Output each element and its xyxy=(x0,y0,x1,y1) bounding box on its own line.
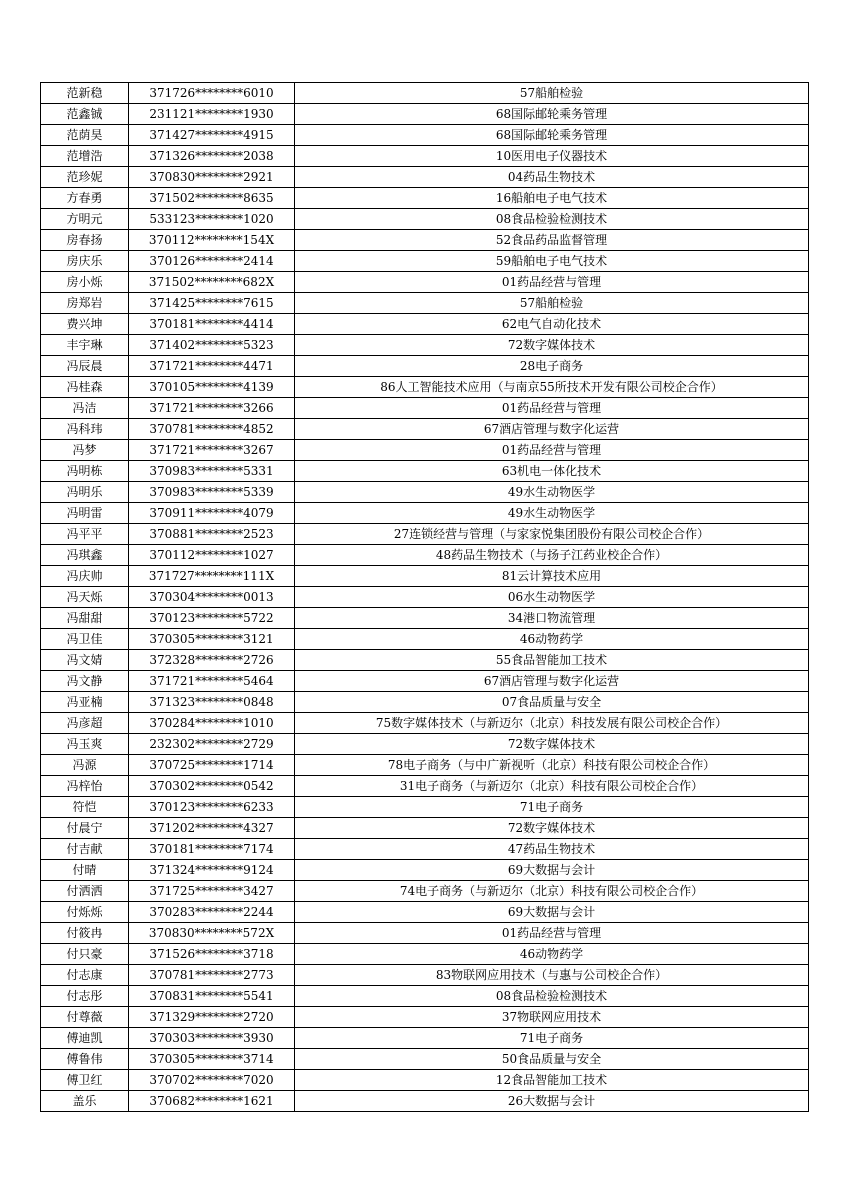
student-name-cell: 冯文婧 xyxy=(41,650,129,671)
table-row xyxy=(41,692,809,713)
table-row xyxy=(41,608,809,629)
table-row xyxy=(41,377,809,398)
id-number-cell: 371726********6010 xyxy=(129,83,295,104)
major-cell: 27连锁经营与管理（与家家悦集团股份有限公司校企合作） xyxy=(295,524,809,545)
major-cell: 47药品生物技术 xyxy=(295,839,809,860)
student-name-cell: 冯辰晨 xyxy=(41,356,129,377)
student-name-cell: 冯明栋 xyxy=(41,461,129,482)
id-number-cell: 370831********5541 xyxy=(129,986,295,1007)
major-cell: 71电子商务 xyxy=(295,1028,809,1049)
id-number-cell: 370781********2773 xyxy=(129,965,295,986)
student-name-cell: 冯洁 xyxy=(41,398,129,419)
table-row xyxy=(41,923,809,944)
major-cell: 46动物药学 xyxy=(295,944,809,965)
id-number-cell: 533123********1020 xyxy=(129,209,295,230)
id-number-cell: 370304********0013 xyxy=(129,587,295,608)
student-name-cell: 冯梓怡 xyxy=(41,776,129,797)
major-cell: 37物联网应用技术 xyxy=(295,1007,809,1028)
id-number-cell: 370305********3714 xyxy=(129,1049,295,1070)
major-cell: 68国际邮轮乘务管理 xyxy=(295,125,809,146)
table-row xyxy=(41,356,809,377)
id-number-cell: 370123********5722 xyxy=(129,608,295,629)
major-cell: 69大数据与会计 xyxy=(295,860,809,881)
roster-body xyxy=(41,83,809,1112)
id-number-cell: 372328********2726 xyxy=(129,650,295,671)
id-number-cell: 371202********4327 xyxy=(129,818,295,839)
table-row xyxy=(41,293,809,314)
major-cell: 86人工智能技术应用（与南京55所技术开发有限公司校企合作） xyxy=(295,377,809,398)
major-cell: 28电子商务 xyxy=(295,356,809,377)
id-number-cell: 231121********1930 xyxy=(129,104,295,125)
major-cell: 31电子商务（与新迈尔（北京）科技有限公司校企合作） xyxy=(295,776,809,797)
student-name-cell: 范增浩 xyxy=(41,146,129,167)
table-row xyxy=(41,860,809,881)
table-row xyxy=(41,188,809,209)
student-name-cell: 范鑫铖 xyxy=(41,104,129,125)
student-name-cell: 付洒洒 xyxy=(41,881,129,902)
major-cell: 26大数据与会计 xyxy=(295,1091,809,1112)
table-row xyxy=(41,1007,809,1028)
table-row xyxy=(41,272,809,293)
id-number-cell: 371425********7615 xyxy=(129,293,295,314)
major-cell: 62电气自动化技术 xyxy=(295,314,809,335)
student-name-cell: 付志康 xyxy=(41,965,129,986)
major-cell: 12食品智能加工技术 xyxy=(295,1070,809,1091)
id-number-cell: 371324********9124 xyxy=(129,860,295,881)
major-cell: 57船舶检验 xyxy=(295,293,809,314)
student-name-cell: 方春勇 xyxy=(41,188,129,209)
table-row xyxy=(41,419,809,440)
student-name-cell: 冯源 xyxy=(41,755,129,776)
major-cell: 75数字媒体技术（与新迈尔（北京）科技发展有限公司校企合作） xyxy=(295,713,809,734)
student-name-cell: 房春扬 xyxy=(41,230,129,251)
table-row xyxy=(41,167,809,188)
major-cell: 01药品经营与管理 xyxy=(295,923,809,944)
table-row xyxy=(41,335,809,356)
student-name-cell: 冯彦超 xyxy=(41,713,129,734)
major-cell: 63机电一体化技术 xyxy=(295,461,809,482)
id-number-cell: 371727********111X xyxy=(129,566,295,587)
student-name-cell: 盖乐 xyxy=(41,1091,129,1112)
table-row xyxy=(41,965,809,986)
student-name-cell: 冯甜甜 xyxy=(41,608,129,629)
student-name-cell: 范新稳 xyxy=(41,83,129,104)
student-name-cell: 冯平平 xyxy=(41,524,129,545)
student-name-cell: 付筱冉 xyxy=(41,923,129,944)
table-row xyxy=(41,902,809,923)
student-name-cell: 傅鲁伟 xyxy=(41,1049,129,1070)
major-cell: 78电子商务（与中广新视听（北京）科技有限公司校企合作） xyxy=(295,755,809,776)
table-row xyxy=(41,797,809,818)
table-row xyxy=(41,1070,809,1091)
major-cell: 16船舶电子电气技术 xyxy=(295,188,809,209)
student-name-cell: 冯玉爽 xyxy=(41,734,129,755)
id-number-cell: 370284********1010 xyxy=(129,713,295,734)
major-cell: 08食品检验检测技术 xyxy=(295,209,809,230)
major-cell: 01药品经营与管理 xyxy=(295,398,809,419)
id-number-cell: 370911********4079 xyxy=(129,503,295,524)
student-name-cell: 付只豪 xyxy=(41,944,129,965)
major-cell: 74电子商务（与新迈尔（北京）科技有限公司校企合作） xyxy=(295,881,809,902)
table-row xyxy=(41,986,809,1007)
table-row xyxy=(41,503,809,524)
student-name-cell: 冯亚楠 xyxy=(41,692,129,713)
student-name-cell: 付吉献 xyxy=(41,839,129,860)
table-row xyxy=(41,1028,809,1049)
student-name-cell: 房郑岩 xyxy=(41,293,129,314)
id-number-cell: 370283********2244 xyxy=(129,902,295,923)
table-row xyxy=(41,461,809,482)
id-number-cell: 370830********2921 xyxy=(129,167,295,188)
id-number-cell: 370302********0542 xyxy=(129,776,295,797)
student-name-cell: 冯科玮 xyxy=(41,419,129,440)
id-number-cell: 370983********5331 xyxy=(129,461,295,482)
id-number-cell: 371427********4915 xyxy=(129,125,295,146)
major-cell: 49水生动物医学 xyxy=(295,482,809,503)
table-row xyxy=(41,818,809,839)
id-number-cell: 370830********572X xyxy=(129,923,295,944)
id-number-cell: 371721********5464 xyxy=(129,671,295,692)
id-number-cell: 371721********3267 xyxy=(129,440,295,461)
id-number-cell: 371721********3266 xyxy=(129,398,295,419)
table-row xyxy=(41,314,809,335)
table-row xyxy=(41,83,809,104)
student-name-cell: 付晴 xyxy=(41,860,129,881)
id-number-cell: 232302********2729 xyxy=(129,734,295,755)
table-row xyxy=(41,1091,809,1112)
student-name-cell: 丰宇琳 xyxy=(41,335,129,356)
student-name-cell: 符恺 xyxy=(41,797,129,818)
major-cell: 50食品质量与安全 xyxy=(295,1049,809,1070)
student-name-cell: 冯琪鑫 xyxy=(41,545,129,566)
student-name-cell: 费兴坤 xyxy=(41,314,129,335)
major-cell: 52食品药品监督管理 xyxy=(295,230,809,251)
table-row xyxy=(41,209,809,230)
id-number-cell: 370105********4139 xyxy=(129,377,295,398)
table-row xyxy=(41,146,809,167)
student-name-cell: 付烁烁 xyxy=(41,902,129,923)
table-row xyxy=(41,545,809,566)
table-row xyxy=(41,482,809,503)
table-row xyxy=(41,587,809,608)
table-row xyxy=(41,104,809,125)
student-roster-table xyxy=(40,82,809,1112)
table-row xyxy=(41,713,809,734)
table-row xyxy=(41,650,809,671)
id-number-cell: 370725********1714 xyxy=(129,755,295,776)
major-cell: 01药品经营与管理 xyxy=(295,440,809,461)
major-cell: 06水生动物医学 xyxy=(295,587,809,608)
major-cell: 10医用电子仪器技术 xyxy=(295,146,809,167)
student-name-cell: 冯桂森 xyxy=(41,377,129,398)
id-number-cell: 370682********1621 xyxy=(129,1091,295,1112)
table-row xyxy=(41,839,809,860)
table-row xyxy=(41,755,809,776)
id-number-cell: 370181********7174 xyxy=(129,839,295,860)
id-number-cell: 371526********3718 xyxy=(129,944,295,965)
table-row xyxy=(41,230,809,251)
id-number-cell: 370781********4852 xyxy=(129,419,295,440)
major-cell: 72数字媒体技术 xyxy=(295,734,809,755)
student-name-cell: 傅卫红 xyxy=(41,1070,129,1091)
table-row xyxy=(41,671,809,692)
table-row xyxy=(41,944,809,965)
student-name-cell: 房庆乐 xyxy=(41,251,129,272)
id-number-cell: 371502********682X xyxy=(129,272,295,293)
id-number-cell: 371725********3427 xyxy=(129,881,295,902)
id-number-cell: 370305********3121 xyxy=(129,629,295,650)
student-name-cell: 付志彤 xyxy=(41,986,129,1007)
id-number-cell: 370881********2523 xyxy=(129,524,295,545)
major-cell: 68国际邮轮乘务管理 xyxy=(295,104,809,125)
id-number-cell: 371329********2720 xyxy=(129,1007,295,1028)
student-name-cell: 傅迪凯 xyxy=(41,1028,129,1049)
major-cell: 49水生动物医学 xyxy=(295,503,809,524)
table-row xyxy=(41,524,809,545)
major-cell: 69大数据与会计 xyxy=(295,902,809,923)
student-name-cell: 冯天烁 xyxy=(41,587,129,608)
id-number-cell: 370126********2414 xyxy=(129,251,295,272)
table-row xyxy=(41,125,809,146)
table-row xyxy=(41,566,809,587)
table-row xyxy=(41,440,809,461)
table-row xyxy=(41,734,809,755)
id-number-cell: 371721********4471 xyxy=(129,356,295,377)
major-cell: 48药品生物技术（与扬子江药业校企合作） xyxy=(295,545,809,566)
id-number-cell: 371502********8635 xyxy=(129,188,295,209)
table-row xyxy=(41,251,809,272)
student-name-cell: 冯文静 xyxy=(41,671,129,692)
major-cell: 59船舶电子电气技术 xyxy=(295,251,809,272)
table-row xyxy=(41,776,809,797)
id-number-cell: 371402********5323 xyxy=(129,335,295,356)
id-number-cell: 370983********5339 xyxy=(129,482,295,503)
id-number-cell: 370181********4414 xyxy=(129,314,295,335)
major-cell: 04药品生物技术 xyxy=(295,167,809,188)
table-row xyxy=(41,881,809,902)
table-row xyxy=(41,629,809,650)
student-name-cell: 付晨宁 xyxy=(41,818,129,839)
id-number-cell: 370123********6233 xyxy=(129,797,295,818)
student-name-cell: 冯庆帅 xyxy=(41,566,129,587)
major-cell: 81云计算技术应用 xyxy=(295,566,809,587)
major-cell: 46动物药学 xyxy=(295,629,809,650)
student-name-cell: 房小烁 xyxy=(41,272,129,293)
student-name-cell: 冯明乐 xyxy=(41,482,129,503)
major-cell: 08食品检验检测技术 xyxy=(295,986,809,1007)
id-number-cell: 371326********2038 xyxy=(129,146,295,167)
table-row xyxy=(41,398,809,419)
student-name-cell: 付尊薇 xyxy=(41,1007,129,1028)
major-cell: 67酒店管理与数字化运营 xyxy=(295,419,809,440)
major-cell: 71电子商务 xyxy=(295,797,809,818)
major-cell: 55食品智能加工技术 xyxy=(295,650,809,671)
major-cell: 83物联网应用技术（与惠与公司校企合作） xyxy=(295,965,809,986)
student-name-cell: 冯梦 xyxy=(41,440,129,461)
student-name-cell: 方明元 xyxy=(41,209,129,230)
id-number-cell: 371323********0848 xyxy=(129,692,295,713)
major-cell: 67酒店管理与数字化运营 xyxy=(295,671,809,692)
student-name-cell: 冯明雷 xyxy=(41,503,129,524)
student-name-cell: 冯卫佳 xyxy=(41,629,129,650)
major-cell: 07食品质量与安全 xyxy=(295,692,809,713)
major-cell: 34港口物流管理 xyxy=(295,608,809,629)
major-cell: 57船舶检验 xyxy=(295,83,809,104)
roster-page xyxy=(40,82,808,1112)
id-number-cell: 370112********1027 xyxy=(129,545,295,566)
id-number-cell: 370303********3930 xyxy=(129,1028,295,1049)
major-cell: 01药品经营与管理 xyxy=(295,272,809,293)
major-cell: 72数字媒体技术 xyxy=(295,335,809,356)
student-name-cell: 范荫昊 xyxy=(41,125,129,146)
major-cell: 72数字媒体技术 xyxy=(295,818,809,839)
table-row xyxy=(41,1049,809,1070)
student-name-cell: 范珍妮 xyxy=(41,167,129,188)
id-number-cell: 370112********154X xyxy=(129,230,295,251)
id-number-cell: 370702********7020 xyxy=(129,1070,295,1091)
